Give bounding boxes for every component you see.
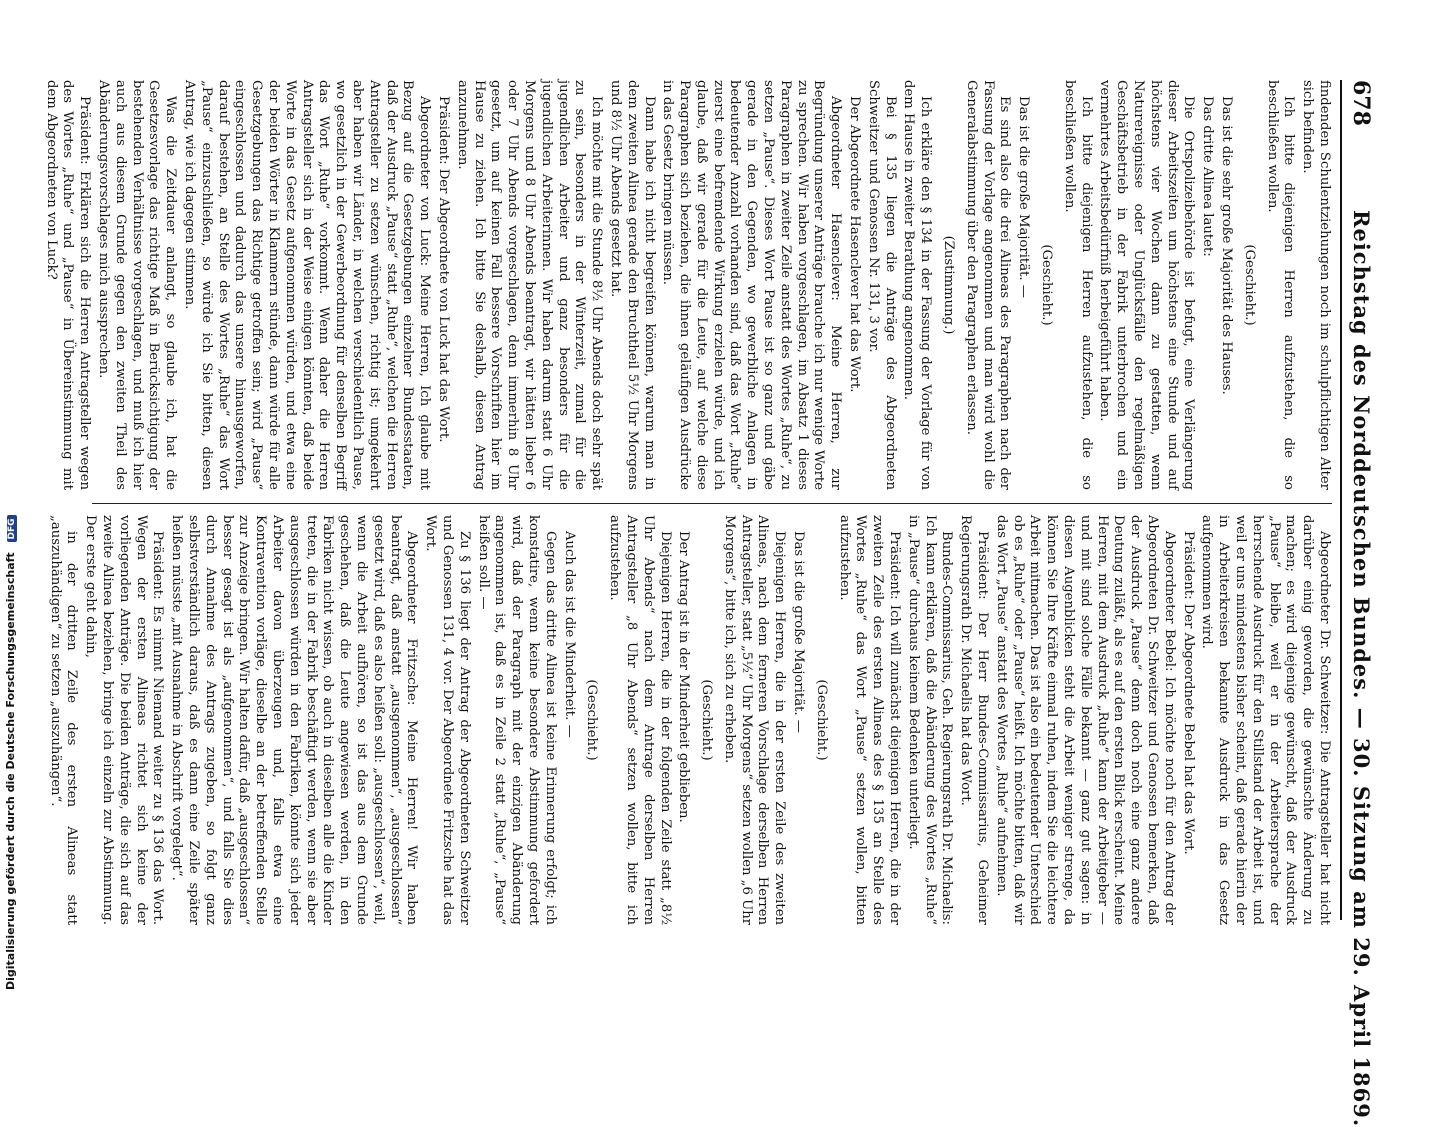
paragraph: Abgeordneter Hasenclever: Meine Herren, zur Begründung unserer Anträge brauche ich nur wenige Worte zu sprechen. Wir haben vorgeschlagen, im Absatz 1 dieses Paragraphen in zweiter Zeile anstatt des Wortes „Ruhe“, zu setzen „Pause“. Dieses Wort Pause ist so ganz und gäbe gerade in den Gegenden, wo gewerbliche Anlagen in bedeutender Anzahl vorhanden sind, daß das Wort „Ruhe“ zuerst eine befremdende Wirkung erzielen würde, und ich glaube, daß wir gerade für die Leute, auf welche diese Paragraphen sich beziehen, die ihnen geläufigen Ausdrücke in das Gesetz bringen müssen. [660,80,844,490]
paragraph: Abgeordneter von Luck: Meine Herren, Ich glaube mit Bezug auf die Gesetzgebungen einzelner Bundesstaaten, daß der Ausdruck „Pause“ statt „Ruhe“, welchen die Herren Antragsteller zu setzen wünschen, richtig ist; umgekehrt aber haben wir Länder, in welchen verschiedentlich Pause, wo gesetzlich in der Gewerbeordnung für denselben Begriff das Wort „Ruhe“ vorkommt. Wenn daher die Herren Antragsteller sich in der Weise einigen könnten, daß beide Worte in das Gesetz aufgenommen würden, und etwa eine der beiden Wörter in Klammern stünde, dann würde für alle Gesetzgebungen das Richtige getroffen sein; wird „Pause“ eingeschlossen und dadurch das unsere hinausgeworfen, darauf bestehen, an Stelle des Wortes „Ruhe“ das Wort „Pause“ einzuschließen, so würde ich Sie bitten, diesen Antrag, wie ich dagegen stimmen. [182,80,433,490]
paragraph: (Geschieht.) [584,679,600,761]
paragraph: Ich erkläre den § 134 in der Fassung der Vorlage für von dem Hause in zweiter Berathung angenommen. [901,80,934,490]
paragraph: Präsident: Der Abgeordnete von Luck hat das Wort. [435,96,451,443]
paragraph: Bei § 135 liegen die Anträge des Abgeordneten Schweitzer und Genossen Nr. 131, 3 vor. [865,80,898,490]
page-number: 678 [1348,80,1374,126]
paragraph: Ich bitte diejenigen Herren aufzustehen, die so beschließen wollen. [1061,80,1094,490]
paragraph: Dann habe ich nicht begreifen können, warum man in dem zweiten Alinea gerade den Bruchtheil 5½ Uhr Morgens und 8½ Uhr Abends gesetzt hat. [607,80,657,490]
paragraph: Die Ortspolizeibehörde ist befugt, eine Verlängerung dieser Arbeitszeiten um höchstens eine Stunde und auf höchstens vier Wochen dann zu gestatten, wenn Naturereignisse oder Unglücksfälle den regelmäßigen Geschäftsbetrieb in der Fabrik unterbrochen und ein vermehrtes Arbeitsbedürfniß herbeigeführt haben. [1097,80,1197,490]
paragraph: Was die Zeitdauer anlangt, so glaube ich, hat die Gesetzesvorlage das richtige Maß in Berücksichtigung der bestehenden Verhältnisse vorgeschlagen, und muß ich hier auch aus diesem Grunde gegen den zweiten Theil des Abänderungsvorschlages mich aussprechen. [96,80,179,490]
paragraph: Der Abgeordnete Hasenclever hat das Wort. [847,96,863,393]
paragraph: Präsident: Es nimmt Niemand weiter zu § 136 das Wort. Wegen der ersten Alineas richtet sich keine der vorliegenden Anträge. Die beiden Anträge, die sich auf das zweite Alinea beziehen, bringe ich einzeln zur Abstimmung. Der erste geht dahin, [83,515,166,925]
paragraph: Gegen das dritte Alinea ist keine Erinnerung erfolgt; ich konstatire, wenn keine besondere Abstimmung gefordert wird, daß der Paragraph mit der einzigen Abänderung angenommen ist, daß es in Zeile 2 statt „Ruhe“, „Pause“ heißen soll. — [475,515,558,925]
paragraph: Präsident: Erklären sich die Herren Antragsteller wegen des Wortes „Ruhe“ und „Pause“ in Übereinstimmung mit dem Abgeordneten von Luck? [43,80,93,490]
paragraph: (Geschieht.) [813,679,829,761]
paragraph: (Geschieht.) [1241,244,1257,326]
paragraph: Es sind also die drei Alineas des Paragraphen nach der Fassung der Vorlage angenommen und man wird wohl die Generalabstimmung über den Paragraphen erlassen. [963,80,1013,490]
paragraph: Zu § 136 liegt der Antrag der Abgeordneten Schweitzer und Genossen 131, 4 vor. Der Abgeordnete Fritzsche hat das Wort. [423,515,472,925]
paragraph: Ich möchte mit die Stunde 8½ Uhr Abends doch sehr spät zu sein, besonders in der Winterzeit, zumal für die jugendlichen Arbeiter und ganz besonders für die jugendlichen Arbeiterinnen. Wir haben darum statt 6 Uhr Morgens und 8 Uhr Abends beantragt, wir hätten lieber 6 oder 7 Uhr Abends vorgeschlagen, denn immerhin 8 Uhr gesetzt, um auf keinen Fall bessere Vorschriften hier im Hause zu ziehen. Ich bitte Sie deshalb, diesen Antrag anzunehmen. [454,80,605,490]
paragraph: Präsident: Der Abgeordnete Bebel hat das Wort. [1180,531,1196,855]
paragraph: (Geschieht.) [1039,244,1055,326]
right-column [44,515,1332,925]
page-title: Reichstag des Norddeutschen Bundes. — 30. Sitzung am 29. April 1869. [1349,210,1374,1127]
paragraph: Auch das ist die Minderheit. — [561,531,577,738]
paragraph: Der Antrag ist in der Minderheit geblieben. [676,531,692,823]
paragraph: Abgeordneter Dr. Schweitzer: Die Antragsteller hat nicht darüber einig geworden, die gewünschte Änderung zu machen; es wird diejenige gewünscht, daß der Ausdruck „Pause“ bleibe, weil er in der Arbeitersprache der herrschende Ausdruck für den Stillstand der Arbeit ist, und weil er uns mindestens bisher scheint, daß gerade hierin der in Arbeiterkreisen bekannte Ausdruck in das Gesetz aufgenommen wird. [1199,515,1332,925]
paragraph: Das dritte Alinea lautet: [1200,96,1216,257]
paragraph: Abgeordneter Bebel: Ich möchte noch für den Antrag der Abgeordneten Dr. Schweitzer und Genossen bemerken, daß der Ausdruck „Pause“ denn doch noch eine ganz andere Deutung zuläßt, als es auf den ersten Blick erscheint. Meine Herren, mit dem Ausdruck „Ruhe“ kann der Arbeitgeber — und mit sind solche Fälle bekannt — ganz gut sagen: in diesen Augenblicken steht die Arbeit weniger strenge, da können Sie Ihre Kräfte einmal ruhen, indem Sie die leichtere Arbeit mitmachen. Das ist also ein bedeutender Unterschied ob es „Ruhe“ oder „Pause“ heißt. Ich möchte bitten, daß wir das Wort „Pause“ anstatt des Wortes „Ruhe“ aufnehmen. [993,515,1177,925]
paragraph: Das ist die große Majorität. — [1016,96,1032,298]
paragraph: Bundes-Commissarius, Geh. Regierungsrath Dr. Michaelis: Ich kann erklären, daß die Abänderung des Wortes „Ruhe“ in „Pause“ durchaus keinem Bedenken unterliegt. [905,515,955,925]
left-column [40,80,1332,490]
paragraph: Das ist die sehr große Majorität des Hauses. [1219,96,1235,395]
paragraph: findenden Schulentziehungen noch im schulpflichtigen Alter sich befinden. [1300,80,1332,490]
paragraph: Das ist die große Majorität. — [791,531,807,733]
paragraph: (Zustimmung.) [941,235,957,335]
paragraph: Abgeordneter Fritzsche: Meine Herren! Wir haben beantragt, daß anstatt „ausgenommen“, „ausgeschlossen“ gesetzt wird, daß es also heißen soll: „ausgeschlossen“, weil, wenn die Arbeit aufhören, so ist das aus dem Grunde geschehen, daß die Leute angewiesen werden, in den Fabriken nicht wissen, ob auch in dieselben alle die Kinder treten, die in der Fabrik beschäftigt werden, wenn sie aber ausgeschlossen würden in den Fabriken, könnte sich jeder Arbeiter davon überzeugen und, falls etwa eine Kontravention vorläge, dieselbe an der betreffenden Stelle zur Anzeige bringen. Wir halten dafür, daß „ausgeschlossen“ besser gesagt ist als „aufgenommen“, und falls Sie dies durch Annahme des Antrags zugeben, so folgt ganz selbstverständlich daraus, daß es dann eine Zeile später heißen müsste „mit Ausnahme in Abschrift vorgelegt“. [169,515,420,925]
digitization-credit [4,515,17,990]
paragraph: Präsident: Ich will zunächst diejenigen Herren, die in der zweiten Zeile des ersten Alineas des § 135 an Stelle des Wortes „Ruhe“ das Wort „Pause“ setzen wollen, bitten aufzustehen. [836,515,903,925]
credit-text: Digitalisierung gefördert durch die Deutsche Forschungsgemeinschaft [4,552,17,990]
paragraph: (Geschieht.) [699,679,715,761]
paragraph: in der dritten Zeile des ersten Alineas statt „auszuhändigen“ zu setzen „auszuhängen“. [47,515,80,925]
dfg-logo: DFG [7,515,17,542]
paragraph: Ich bitte diejenigen Herren aufzustehen, die so beschließen wollen. [1264,80,1297,490]
page-header [1340,80,1382,1127]
paragraph: Diejenigen Herren, die in der ersten Zeile des zweiten Alineas, nach dem ferneren Vorschlage derselben Herren Antragsteller, statt „5½“ Uhr Morgens“ setzen wollen „6 Uhr Morgens“, bitte ich, sich zu erheben. [721,515,788,926]
paragraph: Diejenigen Herren, die in der folgenden Zeile statt „8½ Uhr Abends“ nach dem Antrage derselben Herren Antragsteller „8 Uhr Abends“ setzen wollen, bitte ich aufzustehen. [607,515,673,925]
column-divider [92,503,1332,504]
paragraph: Präsident: Der Herr Bundes-Commissarius, Geheimer Regierungsrath Dr. Michaelis hat das Wort. [958,515,991,925]
